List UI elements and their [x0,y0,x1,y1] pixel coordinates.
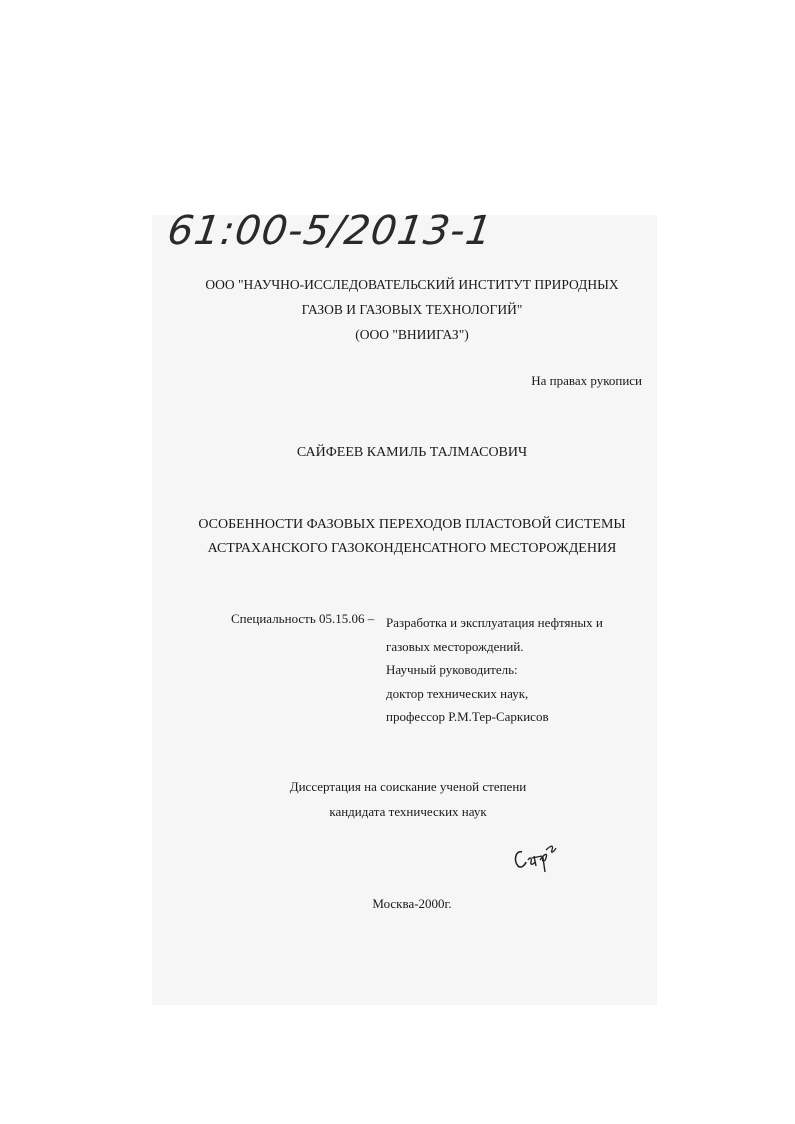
thesis-title-line-2: АСТРАХАНСКОГО ГАЗОКОНДЕНСАТНОГО МЕСТОРОЖДЕНИЯ [207,541,617,556]
organization-line-2: ГАЗОВ И ГАЗОВЫХ ТЕХНОЛОГИЙ" [301,302,523,317]
organization-line-3: (ООО "ВНИИГАЗ") [355,327,469,342]
specialty-line: Разработка и эксплуатация нефтяных и [386,615,603,630]
supervisor-degree: доктор технических наук, [386,685,529,701]
specialty-line: газовых месторождений. [386,638,524,654]
degree-line-1: Диссертация на соискание ученой степени [289,779,527,794]
degree-line-2: кандидата технических наук [329,804,487,819]
specialty-label: Специальность 05.15.06 – [231,611,375,626]
supervisor-heading: Научный руководитель: [386,662,518,677]
thesis-title-line-1: ОСОБЕННОСТИ ФАЗОВЫХ ПЕРЕХОДОВ ПЛАСТОВОЙ СИСТЕМЫ [198,517,626,532]
supervisor-name: профессор Р.М.Тер-Саркисов [386,709,549,724]
organization-line-1: ООО "НАУЧНО-ИССЛЕДОВАТЕЛЬСКИЙ ИНСТИТУТ ПРИРОДНЫХ [205,277,619,292]
manuscript-note: На правах рукописи [531,373,642,388]
author-name: САЙФЕЕВ КАМИЛЬ ТАЛМАСОВИЧ [296,445,528,460]
signature-image [510,838,560,874]
archive-number: 61:00-5/2013-1 [164,208,496,254]
city-year: Москва-2000г. [372,896,452,911]
specialty-details [386,611,603,729]
